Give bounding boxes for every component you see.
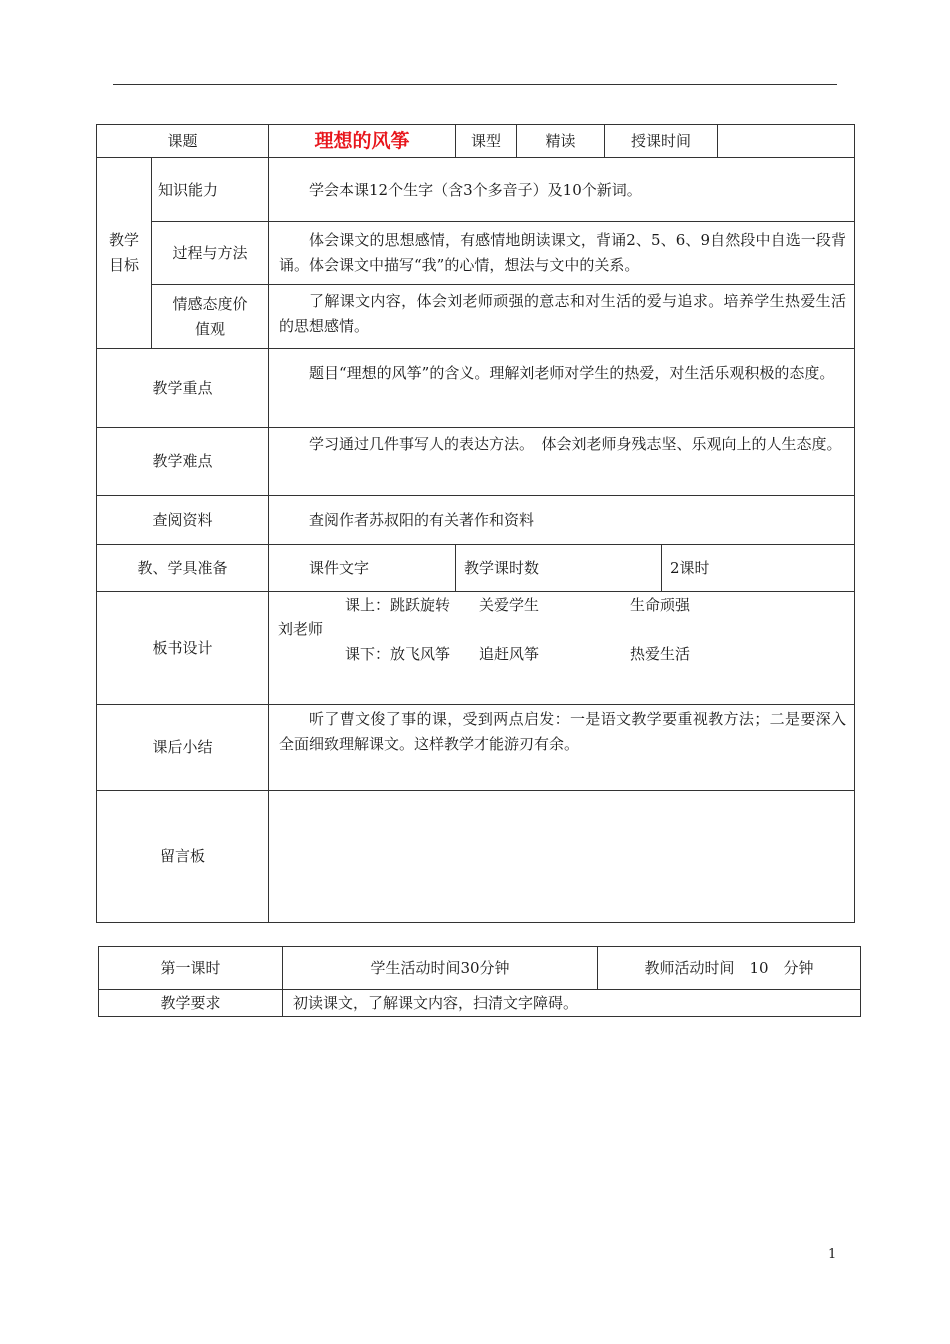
summary-row <box>97 705 855 791</box>
objectives-label-text: 教学目标 <box>108 231 139 274</box>
objective-row <box>97 222 855 285</box>
board-label: 板书设计 <box>97 592 269 705</box>
board-row <box>97 592 855 705</box>
hours-label: 教学课时数 <box>456 545 662 592</box>
teacher-time: 教师活动时间 10 分钟 <box>598 947 861 990</box>
objective-knowledge-text: 学会本课12个生字（含3个多音子）及10个新词。 <box>269 158 855 222</box>
difficulties-text: 学习通过几件事写人的表达方法。 体会刘老师身残志坚、乐观向上的人生态度。 <box>269 428 855 496</box>
board-center: 刘老师 <box>278 620 324 638</box>
difficulties-row <box>97 428 855 496</box>
board-line2-b: 追赶风筝 <box>479 645 540 663</box>
board-design <box>269 592 855 705</box>
references-text: 查阅作者苏叔阳的有关著作和资料 <box>269 496 855 545</box>
student-time: 学生活动时间30分钟 <box>283 947 598 990</box>
preparation-row <box>97 545 855 592</box>
topic-row <box>97 125 855 158</box>
objectives-label <box>97 158 152 349</box>
session-row <box>99 947 861 990</box>
references-label: 查阅资料 <box>97 496 269 545</box>
page-number: 1 <box>828 1247 837 1262</box>
requirement-text: 初读课文，了解课文内容，扫清文字障碍。 <box>283 990 861 1017</box>
key-points-text: 题目“理想的风筝”的含义。理解刘老师对学生的热爱，对生活乐观积极的态度。 <box>269 349 855 428</box>
objective-row <box>97 158 855 222</box>
board-line1-c: 生命顽强 <box>630 596 691 614</box>
objective-knowledge-label: 知识能力 <box>152 158 269 222</box>
header-rule <box>113 84 837 85</box>
message-row <box>97 791 855 923</box>
objective-process-text: 体会课文的思想感情，有感情地朗读课文，背诵2、5、6、9自然段中自选一段背诵。体会课文中描写“我”的心情，想法与文中的关系。 <box>269 222 855 285</box>
hours-value: 2课时 <box>662 545 855 592</box>
objective-emotion-text: 了解课文内容，体会刘老师顽强的意志和对生活的爱与追求。培养学生热爱生活的思想感情。 <box>269 285 855 349</box>
board-line2-a: 课下：放飞风筝 <box>345 645 451 663</box>
difficulties-label: 教学难点 <box>97 428 269 496</box>
board-line1-b: 关爱学生 <box>479 596 540 614</box>
message-label: 留言板 <box>97 791 269 923</box>
topic-label: 课题 <box>97 125 269 158</box>
preparation-tools: 课件文字 <box>269 545 456 592</box>
references-row <box>97 496 855 545</box>
type-value: 精读 <box>517 125 605 158</box>
lesson-title: 理想的风筝 <box>269 125 456 158</box>
board-content <box>269 592 854 704</box>
key-points-label: 教学重点 <box>97 349 269 428</box>
objective-row <box>97 285 855 349</box>
time-label: 授课时间 <box>605 125 718 158</box>
summary-label: 课后小结 <box>97 705 269 791</box>
session-table <box>98 946 861 1017</box>
requirement-row <box>99 990 861 1017</box>
summary-text: 听了曹文俊了事的课，受到两点启发：一是语文教学要重视教方法；二是要深入全面细致理解课文。这样教学才能游刃有余。 <box>269 705 855 791</box>
message-board <box>269 791 855 923</box>
objective-process-label: 过程与方法 <box>152 222 269 285</box>
lesson-plan-table <box>96 124 855 923</box>
objective-emotion-label: 情感态度价值观 <box>152 285 269 349</box>
requirement-label: 教学要求 <box>99 990 283 1017</box>
board-line2-c: 热爱生活 <box>630 645 691 663</box>
preparation-label: 教、学具准备 <box>97 545 269 592</box>
board-line1-a: 课上：跳跃旋转 <box>345 596 451 614</box>
session-name: 第一课时 <box>99 947 283 990</box>
key-points-row <box>97 349 855 428</box>
type-label: 课型 <box>456 125 517 158</box>
time-value <box>718 125 855 158</box>
